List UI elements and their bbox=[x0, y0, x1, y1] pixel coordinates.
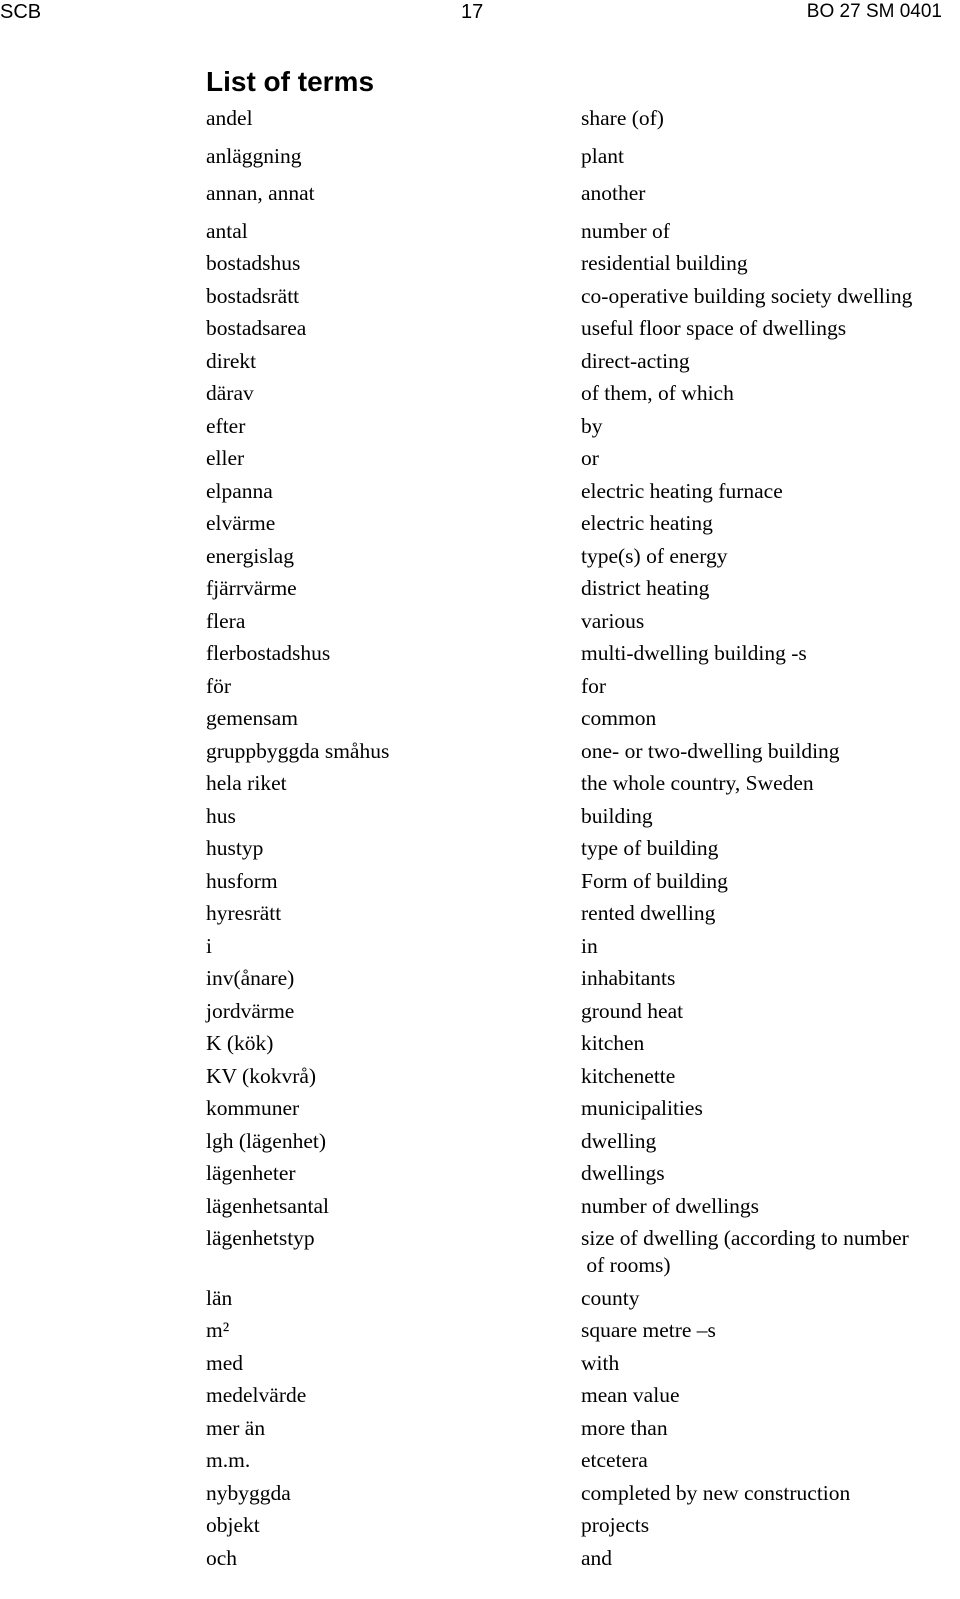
term-english: electric heating furnace bbox=[581, 478, 783, 503]
term-swedish: gruppbyggda småhus bbox=[206, 738, 390, 763]
term-english: in bbox=[581, 933, 598, 958]
term-english: rented dwelling bbox=[581, 901, 716, 925]
header-right-text: BO 27 SM 0401 bbox=[806, 1, 942, 22]
term-row bbox=[206, 1285, 951, 1312]
term-row bbox=[206, 1225, 951, 1279]
term-english: etcetera bbox=[581, 1448, 648, 1472]
term-swedish: gemensam bbox=[206, 706, 298, 730]
term-english: of them, of which bbox=[581, 381, 734, 405]
term-swedish: annan, annat bbox=[206, 181, 315, 205]
term-row bbox=[206, 1128, 951, 1155]
term-swedish: mer än bbox=[206, 1415, 266, 1440]
term-row bbox=[206, 770, 951, 797]
term-english: and bbox=[581, 1545, 613, 1570]
term-swedish: flera bbox=[206, 608, 246, 633]
term-row bbox=[206, 933, 951, 960]
term-english: more than bbox=[581, 1415, 668, 1440]
term-swedish: husform bbox=[206, 868, 278, 893]
term-swedish: flerbostadshus bbox=[206, 641, 331, 665]
term-swedish: och bbox=[206, 1545, 238, 1570]
term-english: dwelling bbox=[581, 1128, 657, 1153]
term-swedish: anläggning bbox=[206, 143, 302, 168]
term-english: direct-acting bbox=[581, 348, 690, 373]
term-row bbox=[206, 380, 951, 407]
term-swedish: lgh (lägenhet) bbox=[206, 1128, 326, 1153]
term-row bbox=[206, 608, 951, 635]
term-row bbox=[206, 1063, 951, 1090]
term-swedish: hyresrätt bbox=[206, 901, 282, 925]
term-swedish: bostadsrätt bbox=[206, 283, 300, 308]
term-row bbox=[206, 1095, 951, 1122]
term-row bbox=[206, 1030, 951, 1057]
term-english: inhabitants bbox=[581, 966, 676, 990]
term-row bbox=[206, 105, 951, 132]
term-row bbox=[206, 640, 951, 667]
term-swedish: antal bbox=[206, 218, 248, 243]
term-row bbox=[206, 1512, 951, 1539]
page-number: 17 bbox=[461, 1, 484, 23]
term-row bbox=[206, 1317, 951, 1344]
term-swedish: därav bbox=[206, 381, 254, 405]
term-row bbox=[206, 575, 951, 602]
term-row bbox=[206, 1193, 951, 1220]
term-row bbox=[206, 348, 951, 375]
term-row bbox=[206, 1480, 951, 1507]
term-english: the whole country, Sweden bbox=[581, 771, 814, 795]
term-english: district heating bbox=[581, 576, 710, 600]
term-swedish: i bbox=[206, 933, 212, 958]
term-swedish: eller bbox=[206, 446, 245, 470]
term-row bbox=[206, 705, 951, 732]
term-swedish: bostadsarea bbox=[206, 316, 307, 340]
term-english: number of dwellings bbox=[581, 1193, 759, 1218]
term-row bbox=[206, 835, 951, 862]
term-english: plant bbox=[581, 143, 624, 168]
term-row bbox=[206, 965, 951, 992]
term-english: size of dwelling (according to number of rooms) bbox=[581, 1226, 909, 1277]
term-swedish: bostadshus bbox=[206, 251, 301, 275]
term-swedish: energislag bbox=[206, 543, 294, 568]
term-row bbox=[206, 510, 951, 537]
term-swedish: elpanna bbox=[206, 478, 273, 503]
term-row bbox=[206, 445, 951, 472]
term-english: square metre –s bbox=[581, 1318, 716, 1342]
term-english: multi-dwelling building -s bbox=[581, 641, 807, 665]
term-row bbox=[206, 900, 951, 927]
term-english: type(s) of energy bbox=[581, 543, 728, 568]
term-swedish: andel bbox=[206, 106, 253, 130]
term-row bbox=[206, 315, 951, 342]
term-swedish: kommuner bbox=[206, 1096, 300, 1120]
term-english: or bbox=[581, 446, 599, 470]
term-english: co-operative building society dwelling bbox=[581, 283, 913, 308]
term-row bbox=[206, 1545, 951, 1572]
term-swedish: fjärrvärme bbox=[206, 576, 297, 600]
term-swedish: m² bbox=[206, 1318, 230, 1342]
term-row bbox=[206, 1350, 951, 1377]
term-row bbox=[206, 180, 951, 207]
term-swedish: inv(ånare) bbox=[206, 966, 295, 990]
term-english: one- or two-dwelling building bbox=[581, 738, 840, 763]
term-english: building bbox=[581, 803, 653, 828]
term-swedish: hus bbox=[206, 803, 236, 828]
term-row bbox=[206, 413, 951, 440]
term-swedish: elvärme bbox=[206, 511, 276, 535]
term-english: projects bbox=[581, 1513, 650, 1537]
term-english: number of bbox=[581, 218, 670, 243]
term-english: residential building bbox=[581, 251, 748, 275]
term-swedish: län bbox=[206, 1285, 233, 1310]
term-swedish: KV (kokvrå) bbox=[206, 1063, 317, 1088]
term-row bbox=[206, 143, 951, 170]
term-english: kitchenette bbox=[581, 1063, 676, 1088]
term-row bbox=[206, 218, 951, 245]
term-english: municipalities bbox=[581, 1096, 703, 1120]
term-swedish: nybyggda bbox=[206, 1480, 291, 1505]
term-list bbox=[206, 105, 951, 1577]
term-english: for bbox=[581, 673, 607, 698]
term-row bbox=[206, 478, 951, 505]
term-swedish: hustyp bbox=[206, 836, 264, 860]
term-english: useful floor space of dwellings bbox=[581, 316, 847, 340]
term-swedish: lägenheter bbox=[206, 1161, 296, 1185]
term-swedish: hela riket bbox=[206, 771, 287, 795]
term-swedish: efter bbox=[206, 413, 246, 438]
term-swedish: K (kök) bbox=[206, 1031, 274, 1055]
term-row bbox=[206, 1382, 951, 1409]
term-english: type of building bbox=[581, 836, 719, 860]
header-left-text: SCB bbox=[0, 1, 42, 23]
term-english: common bbox=[581, 706, 657, 730]
term-english: kitchen bbox=[581, 1031, 645, 1055]
term-row bbox=[206, 803, 951, 830]
term-english: share (of) bbox=[581, 106, 664, 130]
term-swedish: jordvärme bbox=[206, 998, 295, 1023]
term-english: various bbox=[581, 608, 645, 633]
term-swedish: lägenhetsantal bbox=[206, 1193, 329, 1218]
term-english: dwellings bbox=[581, 1161, 665, 1185]
term-row bbox=[206, 868, 951, 895]
term-swedish: med bbox=[206, 1350, 244, 1375]
term-swedish: medelvärde bbox=[206, 1383, 307, 1407]
term-swedish: m.m. bbox=[206, 1448, 251, 1472]
term-swedish: objekt bbox=[206, 1513, 260, 1537]
page-title: List of terms bbox=[206, 66, 375, 97]
term-english: ground heat bbox=[581, 998, 684, 1023]
term-english: Form of building bbox=[581, 868, 728, 893]
term-row bbox=[206, 673, 951, 700]
term-row bbox=[206, 543, 951, 570]
term-english: by bbox=[581, 413, 603, 438]
term-row bbox=[206, 998, 951, 1025]
term-english: electric heating bbox=[581, 511, 713, 535]
term-english: county bbox=[581, 1285, 640, 1310]
term-swedish: för bbox=[206, 673, 232, 698]
term-english: mean value bbox=[581, 1383, 680, 1407]
term-row bbox=[206, 283, 951, 310]
term-english: another bbox=[581, 181, 646, 205]
term-english: with bbox=[581, 1350, 620, 1375]
term-row bbox=[206, 738, 951, 765]
term-english: completed by new construction bbox=[581, 1480, 851, 1505]
term-row bbox=[206, 1415, 951, 1442]
term-row bbox=[206, 250, 951, 277]
term-row bbox=[206, 1160, 951, 1187]
term-swedish: direkt bbox=[206, 348, 257, 373]
term-row bbox=[206, 1447, 951, 1474]
term-swedish: lägenhetstyp bbox=[206, 1226, 315, 1250]
